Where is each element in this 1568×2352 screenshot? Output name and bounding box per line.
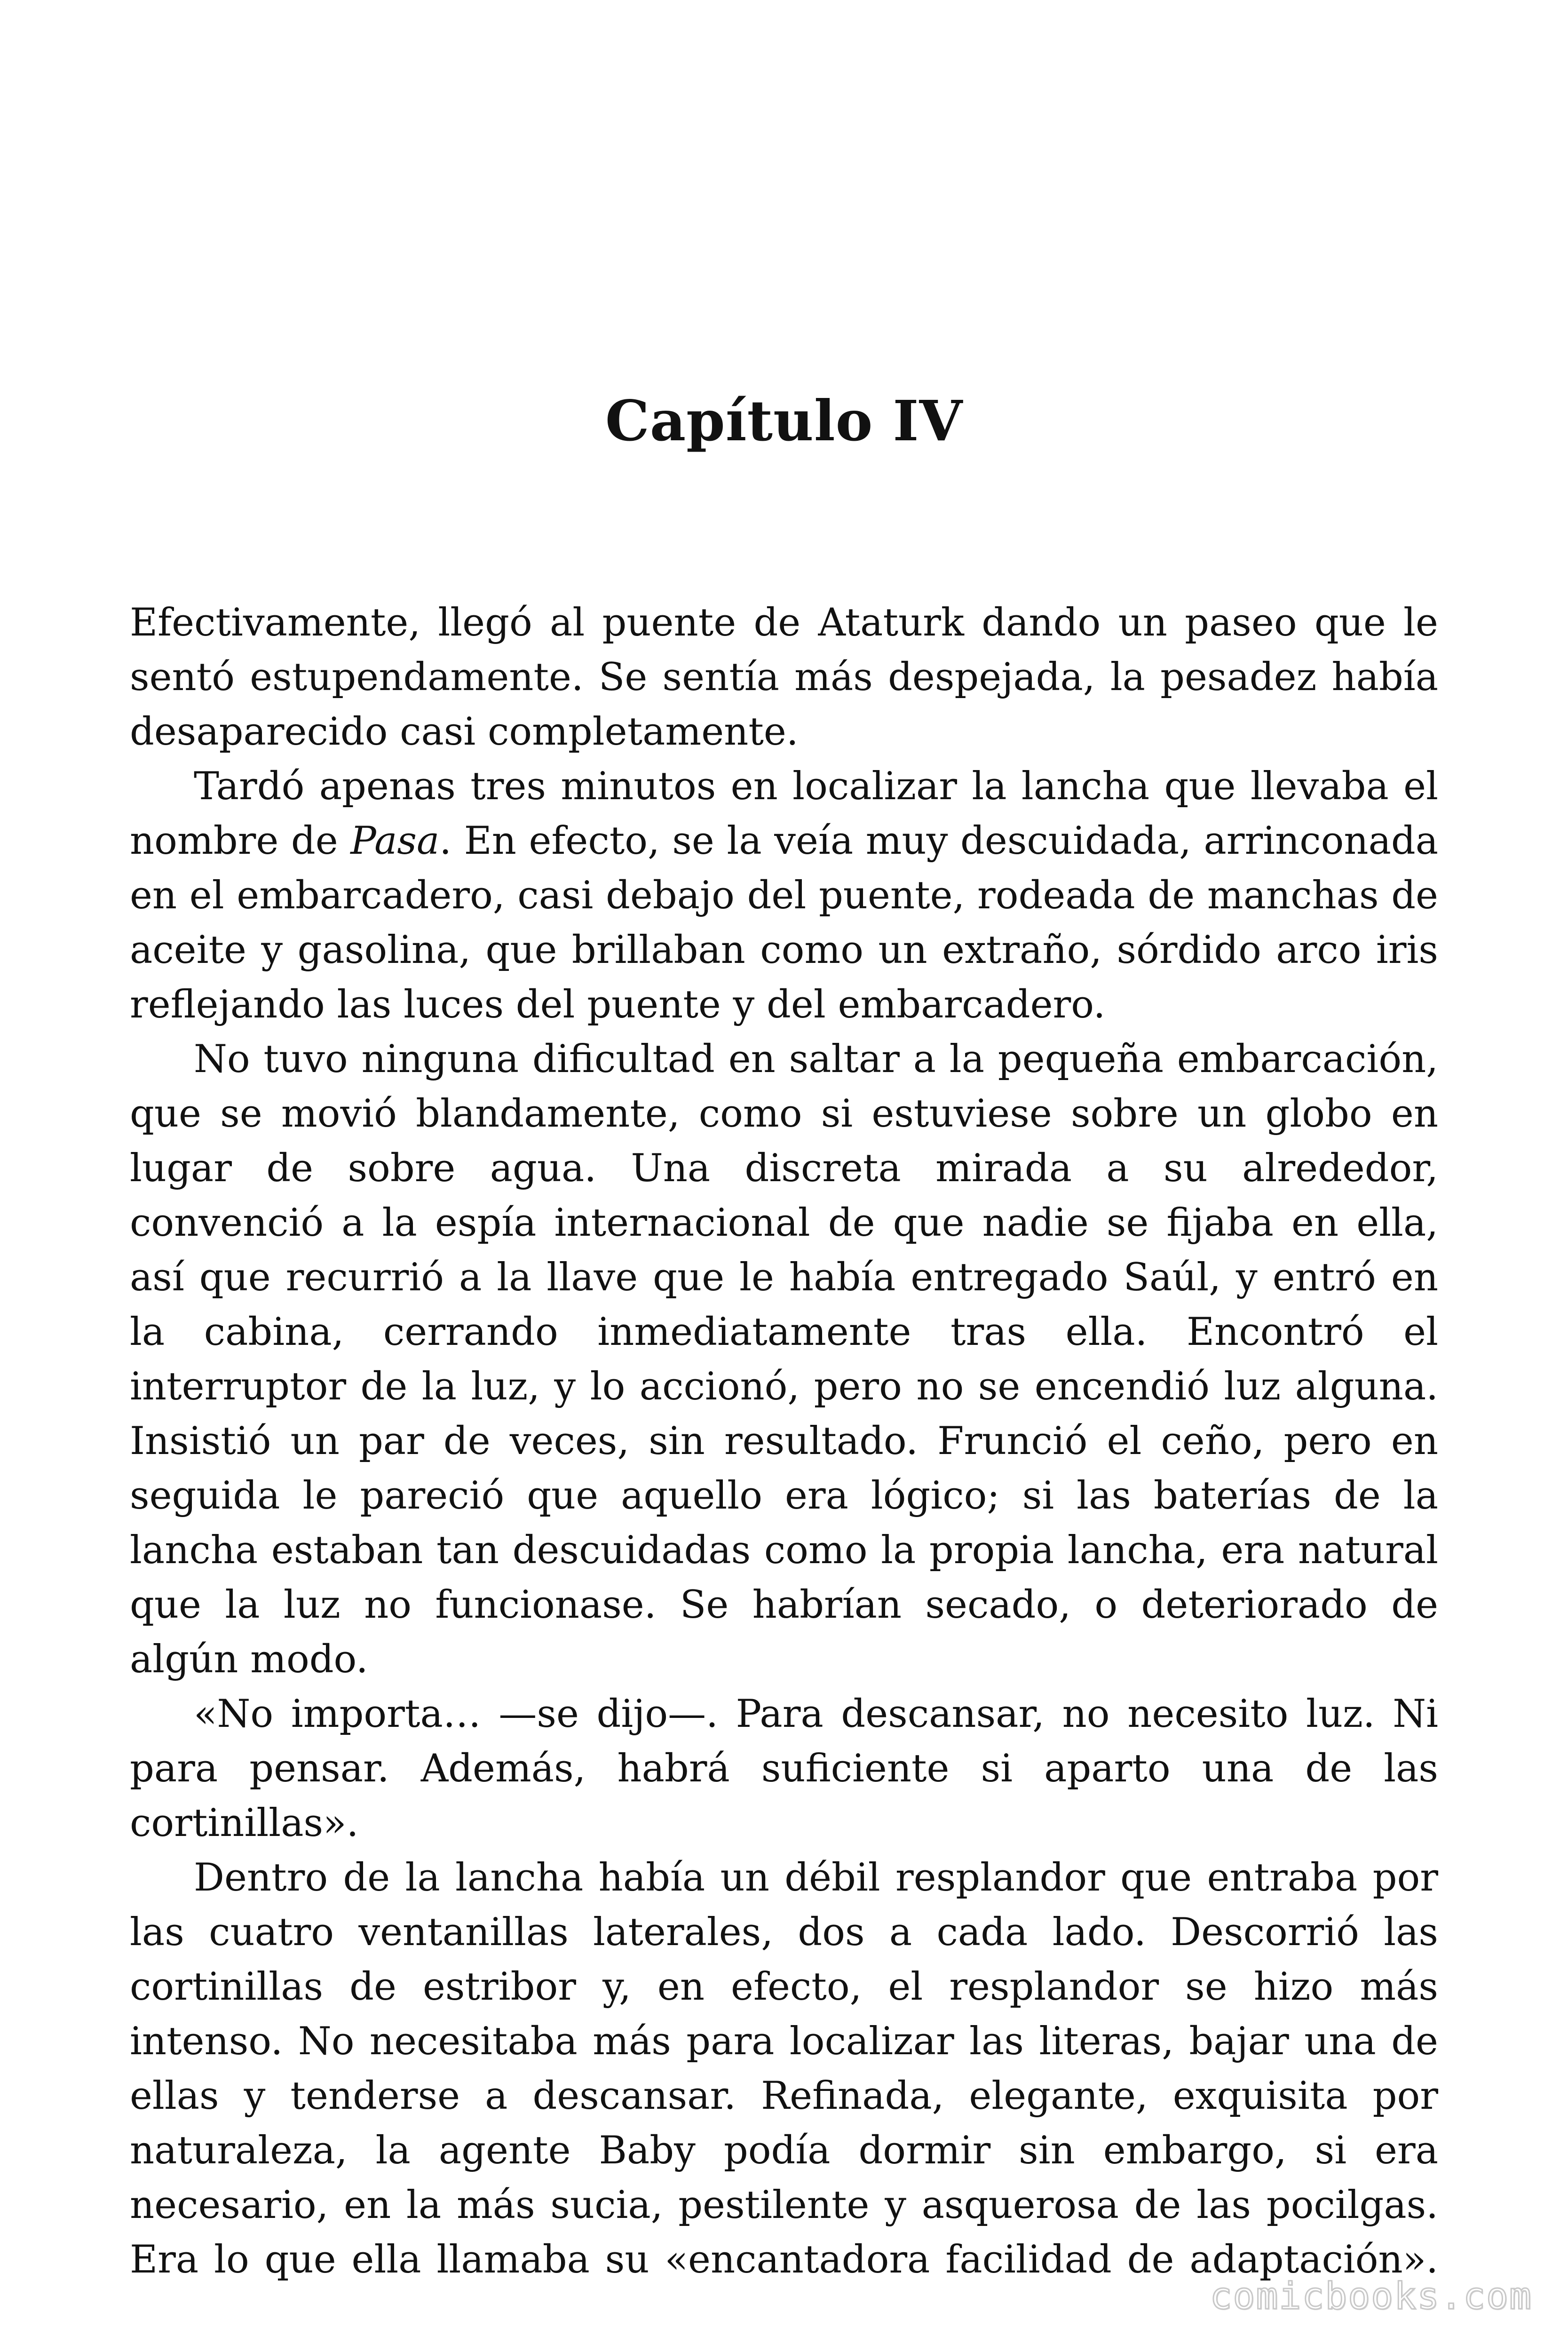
paragraph-2-text-start: Tardó apenas tres minutos en localizar la lancha que llevaba el nombre de [130, 764, 1438, 863]
paragraph-2-text-end: . En efecto, se la veía muy descuidada, arrinconada en el embarcadero, casi debajo del puente, rodeada de manchas de aceite y gasolina, que brillaban como un extraño, sórdido arco iris reflejando las luces del puente y del embarcadero. [130, 819, 1439, 1027]
paragraph-2 [130, 759, 1438, 1032]
chapter-body [130, 596, 1438, 2287]
paragraph-1: Efectivamente, llegó al puente de Ataturk dando un paseo que le sentó estupendamente. Se sentía más despejada, la pesadez había desaparecido casi completamente. [130, 601, 1438, 754]
chapter-title: Capítulo IV [605, 388, 963, 453]
paragraph-3: No tuvo ninguna dificultad en saltar a la pequeña embarcación, que se movió blandamente, como si estuviese sobre un globo en lugar de sobre agua. Una discreta mirada a su alrededor, convenció a la espía internacional de que nadie se fijaba en ella, así que recurrió a la llave que le había entregado Saúl, y entró en la cabina, cerrando inmediatamente tras ella. Encontró el interruptor de la luz, y lo accionó, pero no se encendió luz alguna. Insistió un par de veces, sin resultado. Frunció el ceño, pero en seguida le pareció que aquello era lógico; si las baterías de la lancha estaban tan descuidadas como la propia lancha, era natural que la luz no funcionase. Se habrían secado, o deteriorado de algún modo. [130, 1037, 1438, 1682]
boat-name-italic: Pasa [350, 819, 440, 863]
paragraph-4: «No importa… —se dijo—. Para descansar, no necesito luz. Ni para pensar. Además, habrá suficiente si aparto una de las cortinillas». [130, 1692, 1438, 1845]
paragraph-5: Dentro de la lancha había un débil resplandor que entraba por las cuatro ventanillas laterales, dos a cada lado. Descorrió las cortinillas de estribor y, en efecto, el resplandor se hizo más intenso. No necesitaba más para localizar las literas, bajar una de ellas y tenderse a descansar. Refinada, elegante, exquisita por naturaleza, la agente Baby podía dormir sin embargo, si era necesario, en la más sucia, pestilente y asquerosa de las pocilgas. Era lo que ella llamaba su «encantadora facilidad de adaptación». [130, 1856, 1438, 2282]
watermark-logo: comicbooks.com [1210, 2275, 1532, 2318]
